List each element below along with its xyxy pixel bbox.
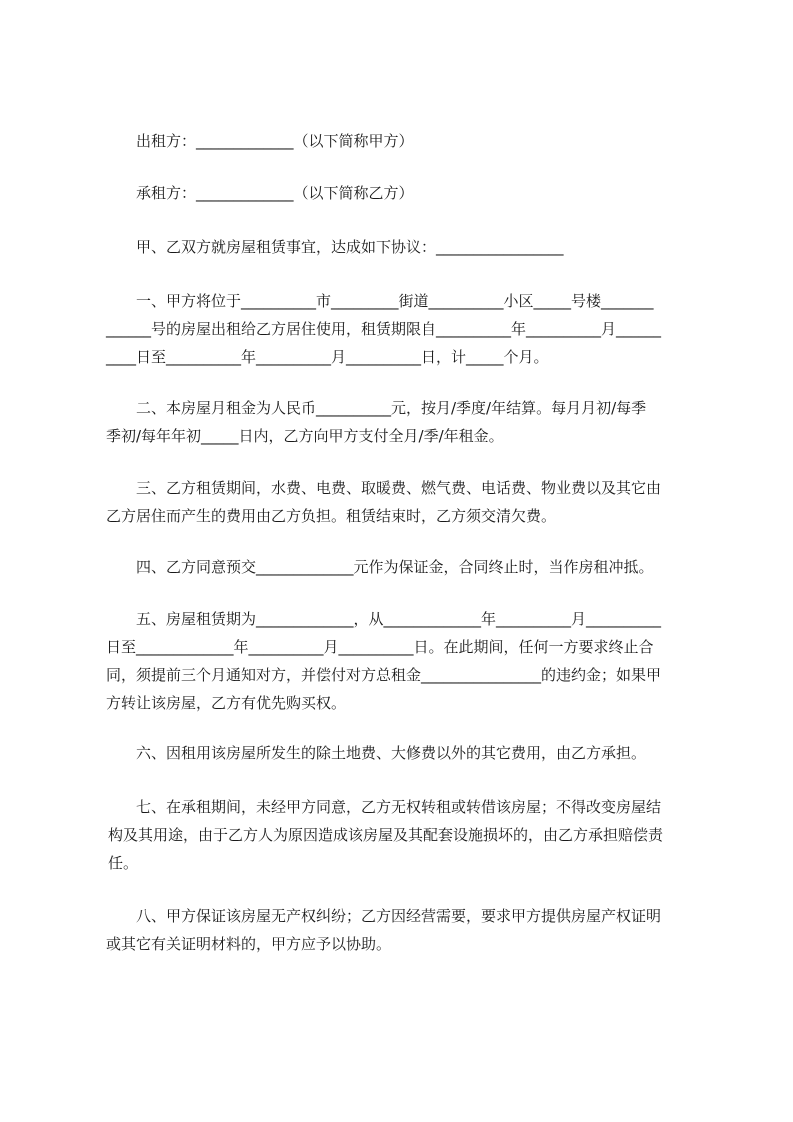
clause-3-line-2: 乙方居住而产生的费用由乙方负担。租赁结束时，乙方须交清欠费。	[106, 507, 557, 525]
clause-4-line-1: 四、乙方同意预交_____________元作为保证金，合同终止时，当作房租冲抵。	[136, 558, 654, 576]
clause-7-line-3: 任。	[108, 854, 139, 872]
clause-5-line-4: 方转让该房屋，乙方有优先购买权。	[106, 694, 347, 712]
clause-7-line-1: 七、在承租期间，未经甲方同意，乙方无权转租或转借该房屋；不得改变房屋结	[136, 798, 662, 816]
intro-line: 甲、乙双方就房屋租赁事宜，达成如下协议：_________________	[136, 238, 564, 256]
clause-2-line-1: 二、本房屋月租金为人民币__________元，按月/季度/年结算。每月月初/每季	[136, 399, 647, 417]
clause-1-line-2: ______号的房屋出租给乙方居住使用，租赁期限自__________年__________月______	[106, 320, 662, 338]
clause-1-line-1: 一、甲方将位于__________市_________街道__________小区_____号楼_______	[136, 292, 654, 310]
clause-8-line-2: 或其它有关证明材料的，甲方应予以协助。	[106, 935, 392, 953]
clause-8-line-1: 八、甲方保证该房屋无产权纠纷；乙方因经营需要，要求甲方提供房屋产权证明	[136, 907, 662, 925]
clause-3-line-1: 三、乙方租赁期间，水费、电费、取暖费、燃气费、电话费、物业费以及其它由	[136, 479, 662, 497]
clause-7-line-2: 构及其用途，由于乙方人为原因造成该房屋及其配套设施损坏的，由乙方承担赔偿责	[108, 826, 664, 844]
clause-6-line-1: 六、因租用该房屋所发生的除土地费、大修费以外的其它费用，由乙方承担。	[136, 744, 647, 762]
lessor-line: 出租方：_____________（以下简称甲方）	[136, 132, 414, 150]
lessee-line: 承租方：_____________（以下简称乙方）	[136, 184, 414, 202]
clause-5-line-3: 同，须提前三个月通知对方，并偿付对方总租金________________的违约金；如果甲	[106, 666, 662, 684]
clause-5-line-2: 日至_____________年__________月__________日。在此期间，任何一方要求终止合	[106, 638, 654, 656]
clause-1-line-3: ____日至__________年__________月__________日，计_____个月。	[106, 348, 549, 366]
clause-2-line-2: 季初/每年年初_____日内，乙方向甲方支付全月/季/年租金。	[106, 427, 504, 445]
clause-5-line-1: 五、房屋租赁期为_____________，从_____________年__________月__________	[136, 610, 662, 628]
